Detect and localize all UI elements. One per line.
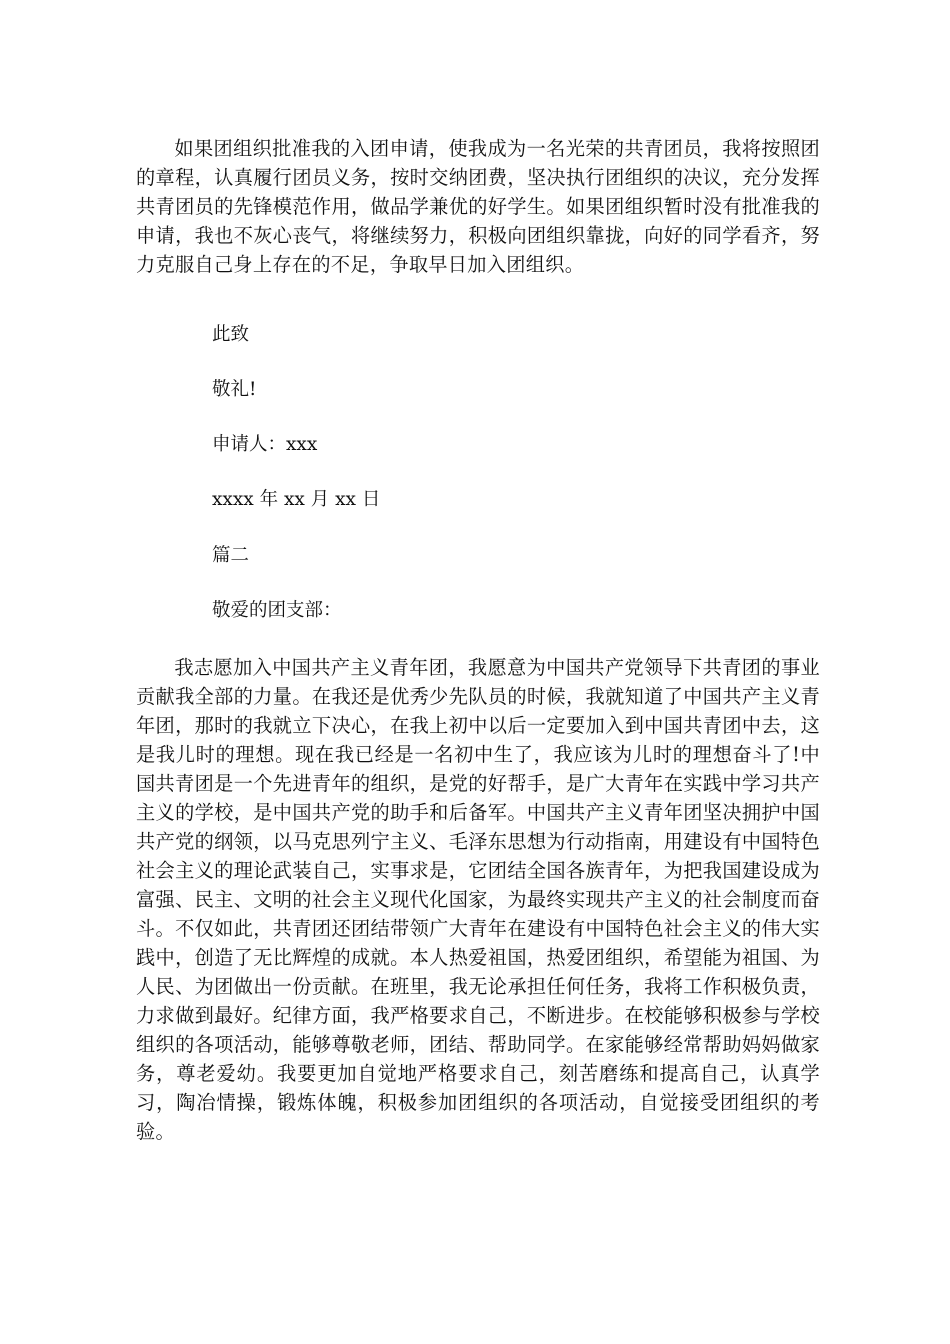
paragraph-application: 我志愿加入中国共产主义青年团，我愿意为中国共产党领导下共青团的事业贡献我全部的力量。在我还是优秀少先队员的时候，我就知道了中国共产主义青年团，那时的我就立下决心，在我上初中以后一定要加入到中国共青团中去，这是我儿时的理想。现在我已经是一名初中生了，我应该为儿时的理想奋斗了!中国共青团是一个先进青年的组织，是党的好帮手，是广大青年在实践中学习共产主义的学校，是中国共产党的助手和后备军。中国共产主义青年团坚决拥护中国共产党的纲领，以马克思列宁主义、毛泽东思想为行动指南，用建设有中国特色社会主义的理论武装自己，实事求是，它团结全国各族青年，为把我国建设成为富强、民主、文明的社会主义现代化国家，为最终实现共产主义的社会制度而奋斗。不仅如此，共青团还团结带领广大青年在建设有中国特色社会主义的伟大实践中，创造了无比辉煌的成就。本人热爱祖国，热爱团组织，希望能为祖国、为人民、为团做出一份贡献。在班里，我无论承担任何任务，我将工作积极负责，力求做到最好。纪律方面，我严格要求自己，不断进步。在校能够积极参与学校组织的各项活动，能够尊敬老师，团结、帮助同学。在家能够经常帮助妈妈做家务，尊老爱幼。我要更加自觉地严格要求自己，刻苦磨练和提高自己，认真学习，陶冶情操，锻炼体魄，积极参加团组织的各项活动，自觉接受团组织的考验。	[136, 656, 820, 1143]
salutation: 敬爱的团支部：	[212, 600, 342, 621]
closing-line-1: 此致	[212, 324, 250, 345]
section-label: 篇二	[212, 545, 250, 566]
applicant-line: 申请人：xxx	[212, 434, 318, 455]
date-line: xxxx 年 xx 月 xx 日	[212, 489, 381, 510]
paragraph-pledge: 如果团组织批准我的入团申请，使我成为一名光荣的共青团员，我将按照团的章程，认真履行团员义务，按时交纳团费，坚决执行团组织的决议，充分发挥共青团员的先锋模范作用，做品学兼优的好学生。如果团组织暂时没有批准我的申请，我也不灰心丧气，将继续努力，积极向团组织靠拢，向好的同学看齐，努力克服自己身上存在的不足，争取早日加入团组织。	[136, 137, 820, 276]
closing-line-2: 敬礼!	[212, 379, 257, 400]
